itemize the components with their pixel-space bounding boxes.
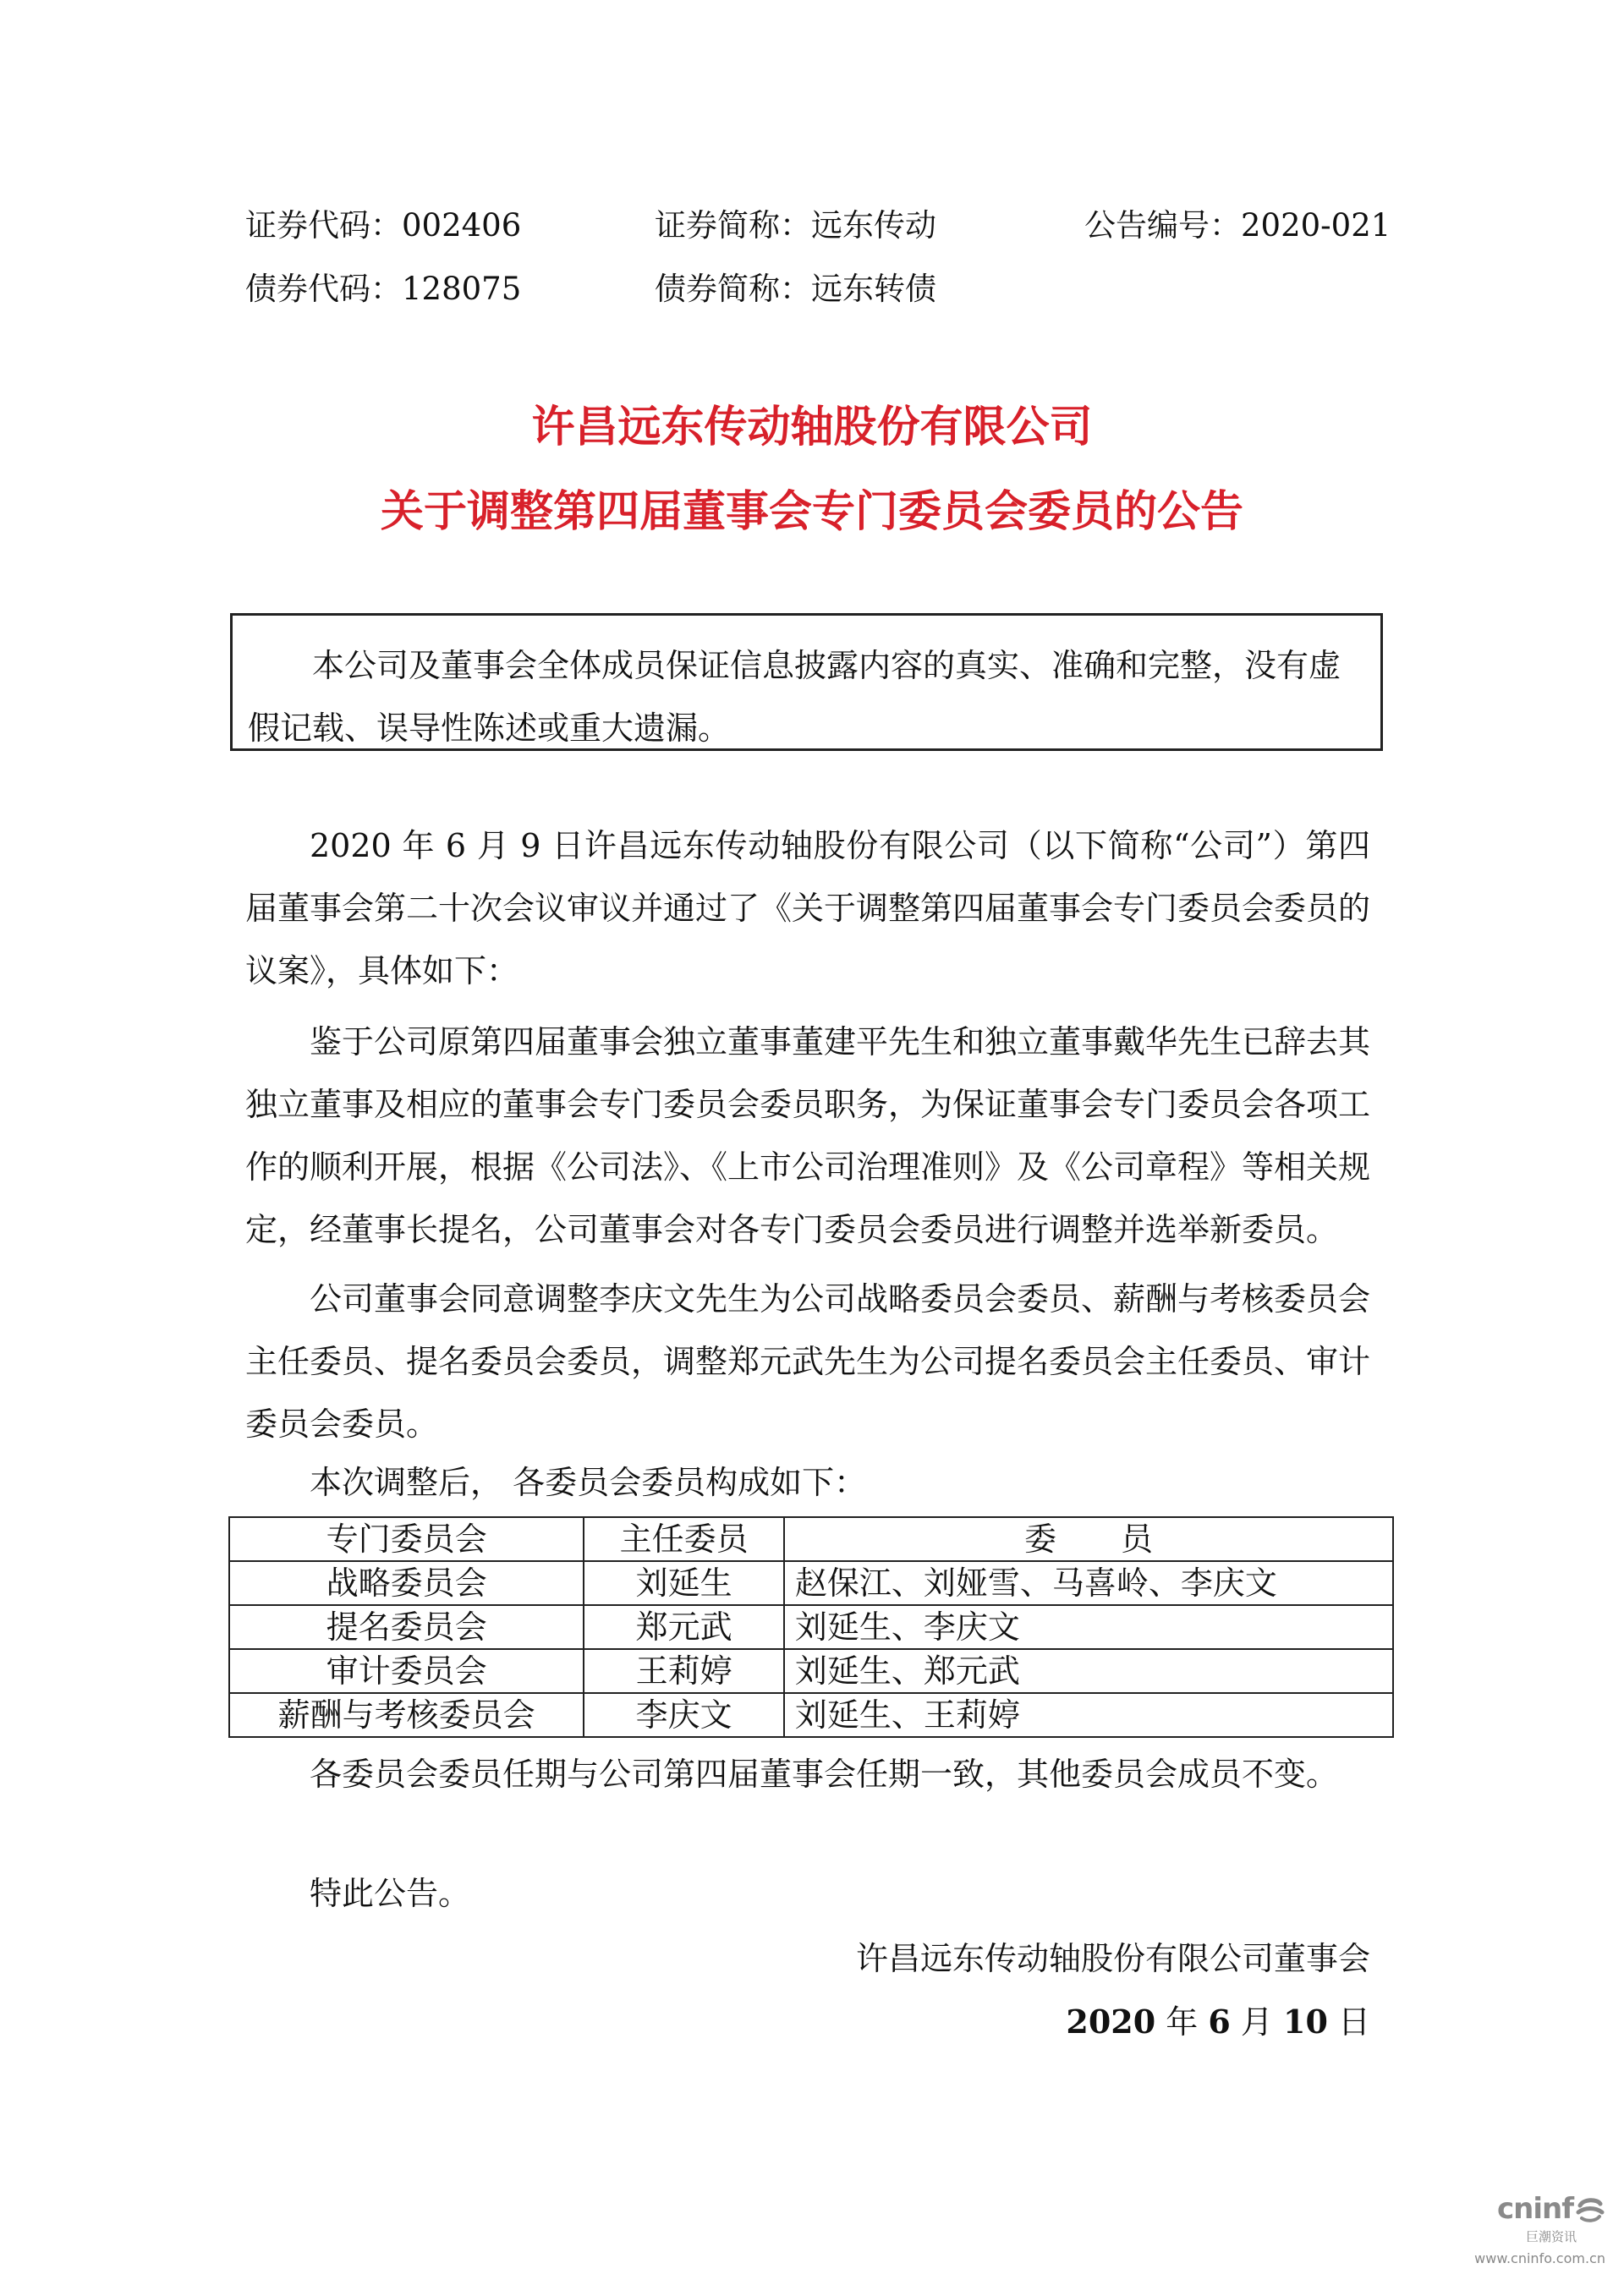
cninfo-url: www.cninfo.com.cn: [1474, 2250, 1605, 2266]
announcement-date: [1066, 2003, 1370, 2041]
security-code: 证券代码：002406: [245, 207, 522, 244]
header-members: 委 员: [784, 1517, 1393, 1561]
committee-chair: 王莉婷: [584, 1649, 784, 1693]
date-day: 10: [1283, 2003, 1328, 2041]
committee-chair: 李庆文: [584, 1693, 784, 1737]
disclosure-statement-box: 本公司及董事会全体成员保证信息披露内容的真实、准确和完整，没有虚假记载、误导性陈述或重大遗漏。: [230, 613, 1383, 751]
committee-members: 赵保江、刘娅雪、马喜岭、李庆文: [784, 1561, 1393, 1605]
term-statement: 各委员会委员任期与公司第四届董事会任期一致，其他委员会成员不变。: [310, 1756, 1339, 1793]
table-row: [229, 1693, 1393, 1737]
date-year: 2020: [1066, 2003, 1156, 2041]
header-chair: 主任委员: [584, 1517, 784, 1561]
paragraph-resignation: 鉴于公司原第四届董事会独立董事董建平先生和独立董事戴华先生已辞去其独立董事及相应的董事会专门委员会委员职务，为保证董事会专门委员会各项工作的顺利开展，根据《公司法》、《上市公司治理准则》及《公司章程》等相关规定，经董事长提名，公司董事会对各专门委员会委员进行调整并选举新委员。: [245, 1023, 1371, 1248]
cninfo-brand: cninf: [1496, 2192, 1573, 2226]
committee-name: 审计委员会: [229, 1649, 584, 1693]
committee-chair: 郑元武: [584, 1605, 784, 1649]
paragraph-adjustment: 公司董事会同意调整李庆文先生为公司战略委员会委员、薪酬与考核委员会主任委员、提名委员会委员，调整郑元武先生为公司提名委员会主任委员、审计委员会委员。: [245, 1280, 1371, 1443]
bond-code: 债券代码：128075: [245, 271, 522, 307]
bond-abbr: 债券简称：远东转债: [655, 271, 936, 307]
table-intro: 本次调整后， 各委员会委员构成如下：: [310, 1464, 867, 1501]
committee-name: 战略委员会: [229, 1561, 584, 1605]
security-abbr: 证券简称：远东传动: [655, 207, 936, 244]
table-row: [229, 1605, 1393, 1649]
committee-chair: 刘延生: [584, 1561, 784, 1605]
cninf-logo-icon: [1575, 2194, 1605, 2224]
date-month: 6: [1208, 2003, 1231, 2041]
header-committee: 专门委员会: [229, 1517, 584, 1561]
committee-members: 刘延生、王莉婷: [784, 1693, 1393, 1737]
table-row: [229, 1649, 1393, 1693]
closing-text: 特此公告。: [310, 1875, 471, 1912]
announcement-title: 关于调整第四届董事会专门委员会委员的公告: [380, 487, 1243, 537]
cninfo-watermark: [1470, 2192, 1605, 2266]
cninfo-brand-cn: 巨潮资讯: [1525, 2229, 1577, 2244]
committee-name: 提名委员会: [229, 1605, 584, 1649]
committee-name: 薪酬与考核委员会: [229, 1693, 584, 1737]
date-month-unit: 月: [1240, 2003, 1273, 2041]
committee-members: 刘延生、李庆文: [784, 1605, 1393, 1649]
company-title: 许昌远东传动轴股份有限公司: [531, 403, 1093, 452]
table-row: [229, 1561, 1393, 1605]
committee-table: [228, 1516, 1394, 1738]
date-year-unit: 年: [1166, 2003, 1199, 2041]
signature-board: 许昌远东传动轴股份有限公司董事会: [855, 1940, 1370, 1977]
date-day-unit: 日: [1337, 2003, 1370, 2041]
notice-number: 公告编号：2020-021: [1084, 207, 1391, 244]
paragraph-meeting: 2020 年 6 月 9 日许昌远东传动轴股份有限公司（以下简称“公司”）第四届董事会第二十次会议审议并通过了《关于调整第四届董事会专门委员会委员的议案》，具体如下：: [245, 827, 1371, 989]
table-header-row: [229, 1517, 1393, 1561]
committee-members: 刘延生、郑元武: [784, 1649, 1393, 1693]
